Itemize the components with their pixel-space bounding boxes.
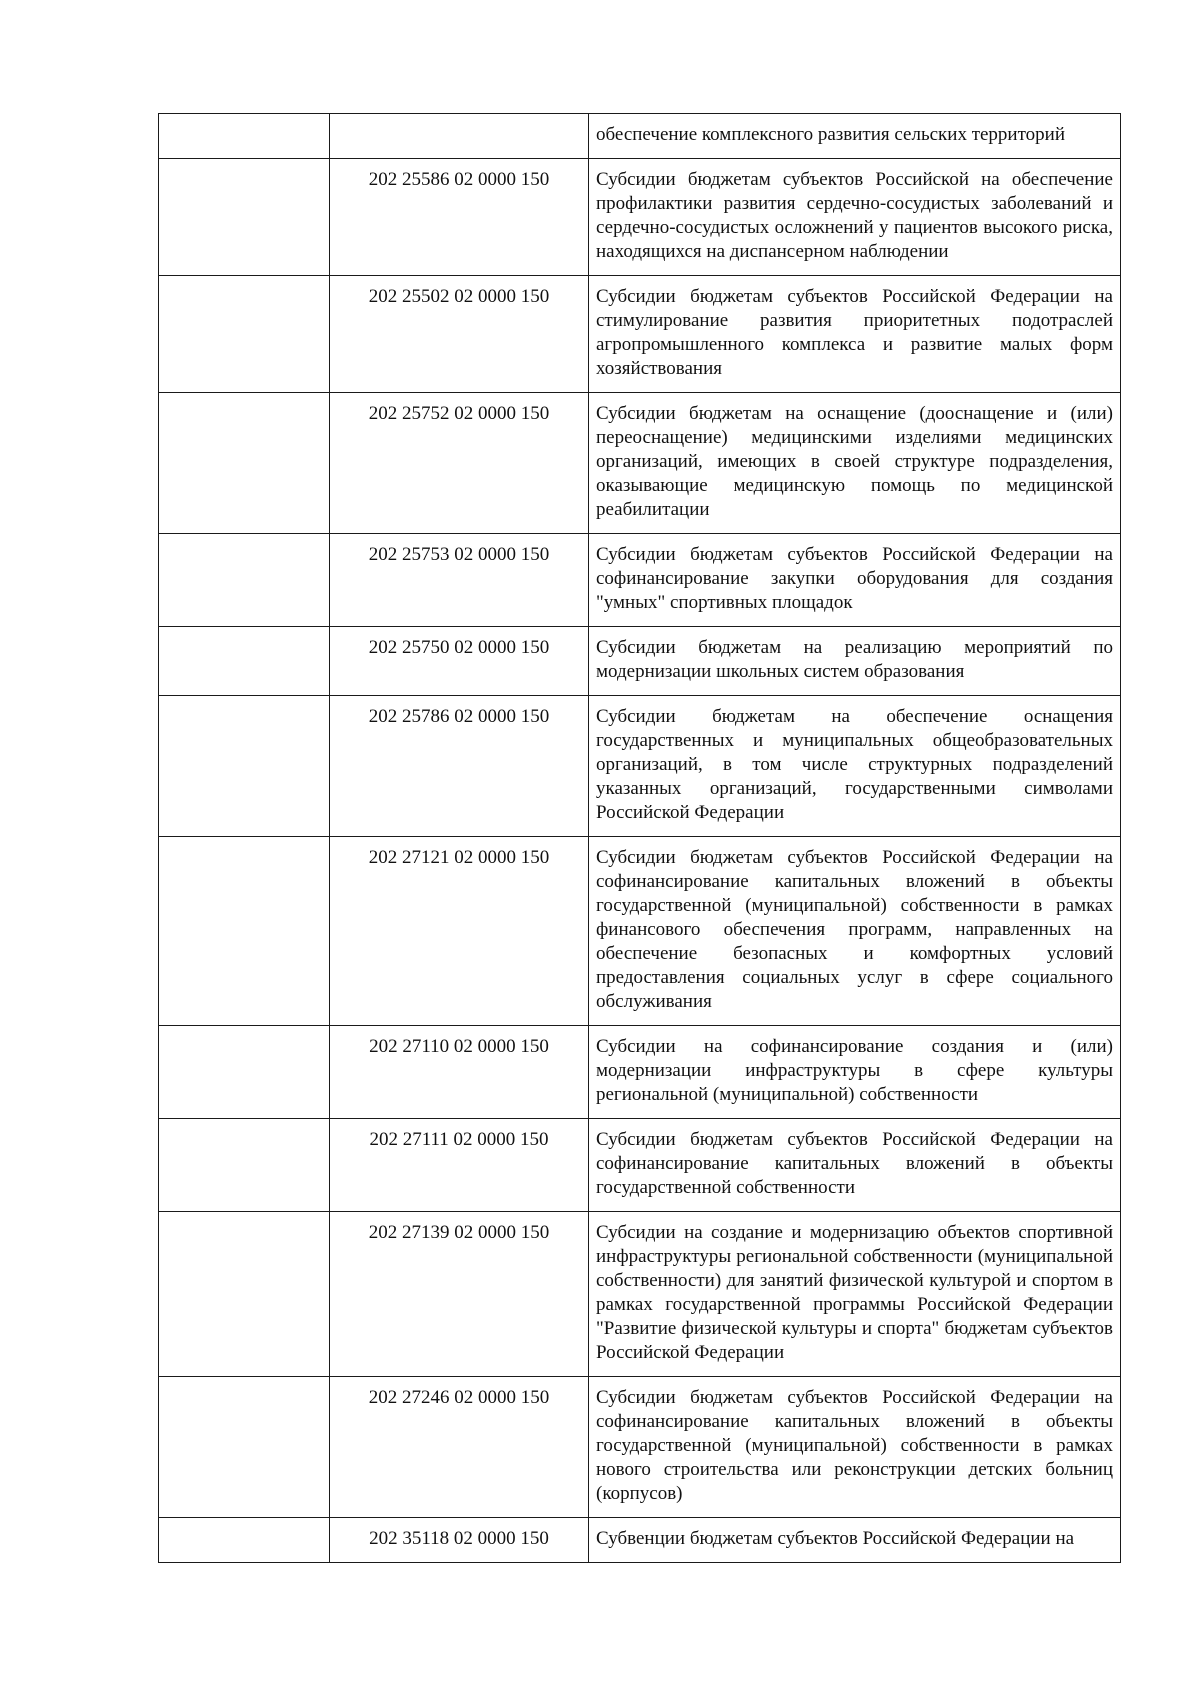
admin-cell	[159, 696, 330, 837]
description-cell: Субсидии бюджетам субъектов Российской Федерации на софинансирование капитальных вложений в объекты государственной (муниципальной) собственности в рамках нового строительства или реконструкции детских больниц (корпусов)	[589, 1377, 1121, 1518]
admin-cell	[159, 837, 330, 1026]
code-cell: 202 25786 02 0000 150	[330, 696, 589, 837]
table-row	[159, 1212, 1121, 1377]
description-cell: Субсидии бюджетам субъектов Российской Федерации на софинансирование закупки оборудования для создания "умных" спортивных площадок	[589, 534, 1121, 627]
table-row	[159, 276, 1121, 393]
table-row	[159, 159, 1121, 276]
table-row	[159, 114, 1121, 159]
table-row	[159, 627, 1121, 696]
description-cell: Субсидии бюджетам субъектов Российской Федерации на стимулирование развития приоритетных подотраслей агропромышленного комплекса и развитие малых форм хозяйствования	[589, 276, 1121, 393]
code-cell: 202 27111 02 0000 150	[330, 1119, 589, 1212]
description-cell: Субсидии бюджетам на оснащение (дооснащение и (или) переоснащение) медицинскими изделиями медицинских организаций, имеющих в своей структуре подразделения, оказывающие медицинскую помощь по медицинской реабилитации	[589, 393, 1121, 534]
admin-cell	[159, 276, 330, 393]
table-row	[159, 837, 1121, 1026]
code-cell: 202 27110 02 0000 150	[330, 1026, 589, 1119]
code-cell: 202 27121 02 0000 150	[330, 837, 589, 1026]
code-cell: 202 25750 02 0000 150	[330, 627, 589, 696]
description-cell: Субсидии бюджетам субъектов Российской на обеспечение профилактики развития сердечно-сосудистых заболеваний и сердечно-сосудистых осложнений у пациентов высокого риска, находящихся на диспансерном наблюдении	[589, 159, 1121, 276]
admin-cell	[159, 1212, 330, 1377]
description-cell: Субсидии на софинансирование создания и (или) модернизации инфраструктуры в сфере культуры региональной (муниципальной) собственности	[589, 1026, 1121, 1119]
admin-cell	[159, 534, 330, 627]
code-cell	[330, 114, 589, 159]
code-cell: 202 25752 02 0000 150	[330, 393, 589, 534]
table-row	[159, 1377, 1121, 1518]
table-row	[159, 534, 1121, 627]
admin-cell	[159, 1518, 330, 1563]
table-row	[159, 696, 1121, 837]
code-cell: 202 25586 02 0000 150	[330, 159, 589, 276]
admin-cell	[159, 114, 330, 159]
code-cell: 202 35118 02 0000 150	[330, 1518, 589, 1563]
table-row	[159, 1518, 1121, 1563]
code-cell: 202 25502 02 0000 150	[330, 276, 589, 393]
description-cell: Субсидии бюджетам на реализацию мероприятий по модернизации школьных систем образования	[589, 627, 1121, 696]
description-cell: Субсидии бюджетам субъектов Российской Федерации на софинансирование капитальных вложений в объекты государственной (муниципальной) собственности в рамках финансового обеспечения программ, направленных на обеспечение безопасных и комфортных условий предоставления социальных услуг в сфере социального обслуживания	[589, 837, 1121, 1026]
description-cell: Субсидии на создание и модернизацию объектов спортивной инфраструктуры региональной собственности (муниципальной собственности) для занятий физической культурой и спортом в рамках государственной программы Российской Федерации "Развитие физической культуры и спорта" бюджетам субъектов Российской Федерации	[589, 1212, 1121, 1377]
code-cell: 202 25753 02 0000 150	[330, 534, 589, 627]
budget-codes-table	[158, 113, 1121, 1563]
table-row	[159, 393, 1121, 534]
admin-cell	[159, 1119, 330, 1212]
admin-cell	[159, 1377, 330, 1518]
description-cell: Субвенции бюджетам субъектов Российской Федерации на	[589, 1518, 1121, 1563]
admin-cell	[159, 627, 330, 696]
description-cell: Субсидии бюджетам субъектов Российской Федерации на софинансирование капитальных вложений в объекты государственной собственности	[589, 1119, 1121, 1212]
admin-cell	[159, 393, 330, 534]
admin-cell	[159, 159, 330, 276]
code-cell: 202 27246 02 0000 150	[330, 1377, 589, 1518]
description-cell: Субсидии бюджетам на обеспечение оснащения государственных и муниципальных общеобразовательных организаций, в том числе структурных подразделений указанных организаций, государственными символами Российской Федерации	[589, 696, 1121, 837]
admin-cell	[159, 1026, 330, 1119]
table-row	[159, 1026, 1121, 1119]
table-row	[159, 1119, 1121, 1212]
code-cell: 202 27139 02 0000 150	[330, 1212, 589, 1377]
description-cell: обеспечение комплексного развития сельских территорий	[589, 114, 1121, 159]
